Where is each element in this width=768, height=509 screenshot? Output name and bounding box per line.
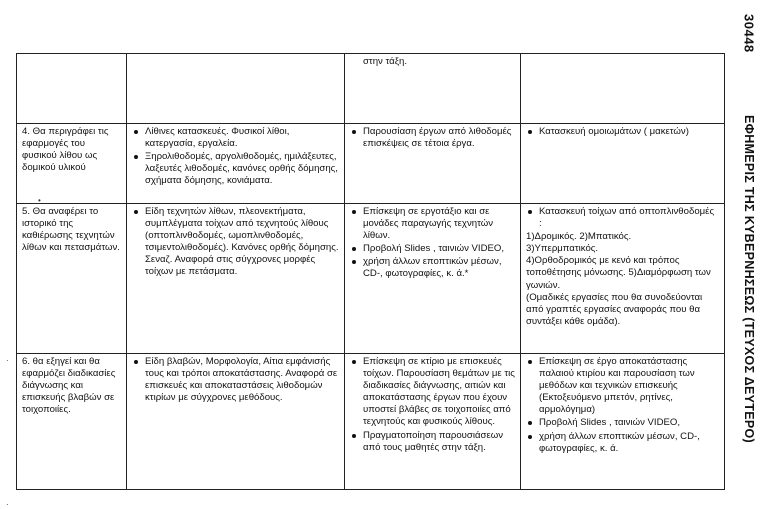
list-item: Ξηρολιθοδομές, αργολιθοδομές, ημιλάξευτες, λαξευτές λιθοδομές, κανόνες ορθής δόμησης, σχήματα δόμησης, κονιάματα. [132, 151, 339, 187]
projects-cell [521, 54, 725, 124]
list-item: Κατασκευή τοίχων από οπτοπλινθοδομές : [526, 206, 719, 230]
content-cell [127, 54, 345, 124]
scan-speck: · [6, 500, 9, 509]
project-detail: 1)Δρομικός. 2)Μπατικός. [526, 231, 632, 243]
project-detail: 3)Υπερμπατικός. [526, 243, 599, 255]
table-row [17, 204, 725, 354]
list-item: Λίθινες κατασκευές. Φυσικοί λίθοι, κατεργασία, εργαλεία. [132, 126, 339, 150]
list-item: Προβολή Slides , ταινιών VIDEO, [350, 243, 515, 255]
content-cell [127, 354, 345, 490]
scan-speck: • [38, 196, 41, 205]
goal-cell: 4. Θα περιγράφει τις εφαρμογές του φυσικού λίθου ως δομικού υλικού [17, 124, 127, 204]
goal-cell: 6. θα εξηγεί και θα εφαρμόζει διαδικασίες διάγνωσης και επισκευής βλαβών σε τοιχοποιίες. [17, 354, 127, 490]
gazette-title: ΕΦΗΜΕΡΙΣ ΤΗΣ ΚΥΒΕΡΝΗΣΕΩΣ (ΤΕΥΧΟΣ ΔΕΥΤΕΡΟ) [742, 114, 756, 443]
projects-cell [521, 354, 725, 490]
project-detail: 4)Ορθοδρομικός με κενό και τρόπος τοποθέτησης μόνωσης. 5)Διαμόρφωση των γωνιών. [526, 255, 711, 291]
table-row [17, 124, 725, 204]
list-item: Είδη τεχνητών λίθων, πλεονεκτήματα, συμπλέγματα τοίχων από τεχνητούς λίθους (οπτοπλινθοδομές, ωμοπλινθοδομές, τσιμεντολιθοδομές). Κανόνες ορθής δόμησης. Σεναζ. Αναφορά στις σύγχρονες μορφές τοίχων με πετάσματα. [132, 206, 339, 279]
list-item: Είδη βλαβών, Μορφολογία, Αίτια εμφάνισής τους και τρόποι αποκατάστασης. Αναφορά σε επισκευές και αποκαταστάσεις λιθοδομών κτιρίων με σύγχρονες μεθόδους. [132, 356, 339, 404]
projects-cell [521, 204, 725, 354]
list-item: Επίσκεψη σε εργοτάξιο και σε μονάδες παραγωγής τεχνητών λίθων. [350, 206, 515, 242]
activities-cell [345, 354, 521, 490]
content-cell [127, 204, 345, 354]
page-number: 30448 [741, 14, 757, 53]
activities-cell [345, 124, 521, 204]
list-item: Επίσκεψη σε κτίριο με επισκευές τοίχων. Παρουσίαση θεμάτων με τις διαδικασίες διάγνωσης, αιτιών και αποκατάστασης έργων που έχουν υποστεί βλάβες σε τοιχοποιίες από τεχνητούς και φυσικούς λίθους. [350, 356, 515, 429]
project-detail: (Ομαδικές εργασίες που θα συνοδεύονται από γραπτές εργασίες αναφοράς που θα συντάξει κάθε ομάδα). [526, 291, 703, 327]
table-row [17, 354, 725, 490]
goal-cell [17, 54, 127, 124]
list-item: Κατασκευή ομοιωμάτων ( μακετών) [526, 126, 719, 138]
list-item: Πραγματοποίηση παρουσιάσεων από τους μαθητές στην τάξη. [350, 430, 515, 454]
list-item: χρήση άλλων εποπτικών μέσων, CD-, φωτογραφίες, κ. ά.* [350, 256, 515, 280]
scan-speck: · [6, 356, 9, 365]
projects-cell [521, 124, 725, 204]
gazette-header [736, 8, 762, 498]
activities-cell [345, 54, 521, 124]
table-row [17, 54, 725, 124]
list-item: Παρουσίαση έργων από λιθοδομές επισκέψεις σε τέτοια έργα. [350, 126, 515, 150]
activity-continuation: στην τάξη. [363, 56, 408, 67]
goal-cell: 5. Θα αναφέρει το ιστορικό της καθιέρωσης τεχνητών λίθων και πετασμάτων. [17, 204, 127, 354]
list-item: Προβολή Slides , ταινιών VIDEO, [526, 417, 719, 429]
content-cell [127, 124, 345, 204]
curriculum-table [16, 53, 725, 490]
list-item: Επίσκεψη σε έργο αποκατάστασης παλαιού κτιρίου και παρουσίαση των μεθόδων και τεχνικών επισκευής (Εκτοξευόμενο μπετόν, ρητίνες, αρμολόγημα) [526, 356, 719, 416]
list-item: χρήση άλλων εποπτικών μέσων, CD-, φωτογραφίες, κ. ά. [526, 431, 719, 455]
activities-cell [345, 204, 521, 354]
